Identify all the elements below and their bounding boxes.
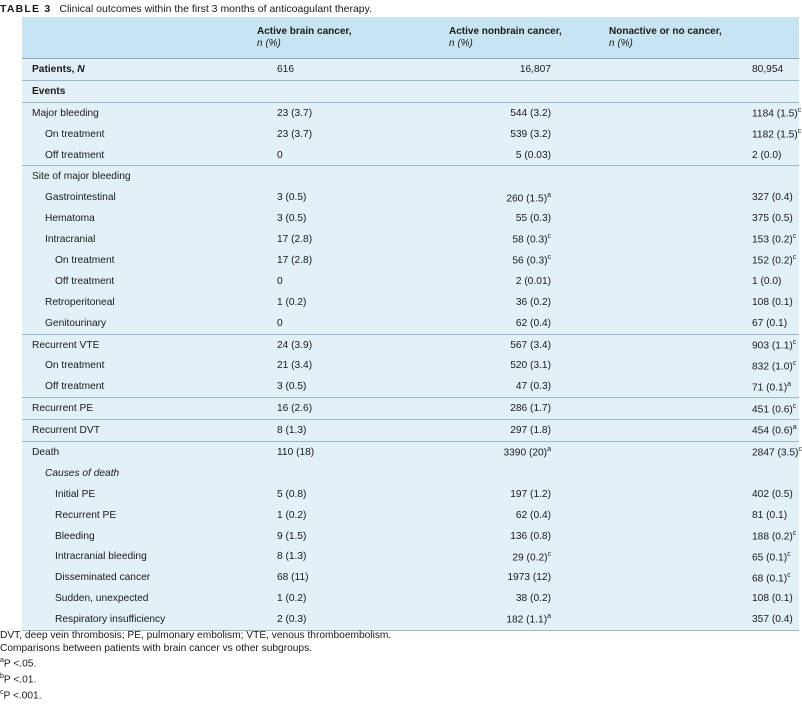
- active-nonbrain-cancer-value: 567 (3.4): [447, 334, 607, 355]
- active-nonbrain-cancer-value: 1973 (12): [447, 567, 607, 588]
- active-brain-cancer-value: 16 (2.6): [255, 398, 447, 420]
- row-label: Disseminated cancer: [22, 567, 255, 588]
- active-nonbrain-cancer-value: 62 (0.4): [447, 505, 607, 526]
- table-row-intracranial: [22, 229, 799, 250]
- row-label: Genitourinary: [22, 313, 255, 334]
- active-nonbrain-cancer-value: 58 $(0.3)^c$: [447, 229, 607, 250]
- active-nonbrain-cancer-value: 297 (1.8): [447, 420, 607, 442]
- active-brain-cancer-value: 21 (3.4): [255, 355, 447, 376]
- nonactive-or-no-cancer-value: 81 (0.1): [607, 505, 799, 526]
- active-brain-cancer-value: 5 (0.8): [255, 484, 447, 505]
- table-row-recurrent-pe: [22, 505, 799, 526]
- table-row-respiratory-insufficiency: [22, 609, 799, 630]
- table-label: TABLE 3: [0, 3, 52, 15]
- nonactive-or-no-cancer-value: [607, 463, 799, 484]
- table-row-disseminated-cancer: [22, 567, 799, 588]
- row-label: Recurrent PE: [22, 505, 255, 526]
- row-label: Off treatment: [22, 376, 255, 397]
- nonactive-or-no-cancer-value: 68 $(0.1)^c$: [607, 567, 799, 588]
- row-label: Initial PE: [22, 484, 255, 505]
- row-label: Recurrent VTE: [22, 334, 255, 355]
- row-label: Patients, N: [22, 59, 255, 81]
- table-row-events: [22, 80, 799, 102]
- active-nonbrain-cancer-value: 136 (0.8): [447, 526, 607, 547]
- row-label: Off treatment: [22, 145, 255, 166]
- active-brain-cancer-value: 2 (0.3): [255, 609, 447, 630]
- nonactive-or-no-cancer-value: 2847 $(3.5)^c$: [607, 442, 799, 463]
- table-row-on-treatment: [22, 124, 799, 145]
- active-nonbrain-cancer-value: 182 $(1.1)^a$: [447, 609, 607, 630]
- active-brain-cancer-value: 23 (3.7): [255, 124, 447, 145]
- row-label: Recurrent PE: [22, 398, 255, 420]
- active-brain-cancer-value: 1 (0.2): [255, 292, 447, 313]
- nonactive-or-no-cancer-value: 454 $(0.6)^a$: [607, 420, 799, 442]
- active-nonbrain-cancer-value: 16,807: [447, 59, 607, 81]
- footnote-a: $^a$P <.05.: [0, 657, 37, 670]
- footnote-abbreviations: DVT, deep vein thrombosis; PE, pulmonary embolism; VTE, venous thromboembolism.: [0, 630, 392, 641]
- active-nonbrain-cancer-value: 520 (3.1): [447, 355, 607, 376]
- active-brain-cancer-value: 0: [255, 145, 447, 166]
- active-brain-cancer-value: 17 (2.8): [255, 250, 447, 271]
- table-row-bleeding: [22, 526, 799, 547]
- row-label: Causes of death: [22, 463, 255, 484]
- table-header-row: [22, 17, 799, 59]
- active-nonbrain-cancer-value: [447, 463, 607, 484]
- active-nonbrain-cancer-value: 55 (0.3): [447, 208, 607, 229]
- footnote-b: $^b$P <.01.: [0, 673, 37, 686]
- active-brain-cancer-value: 1 (0.2): [255, 588, 447, 609]
- active-brain-cancer-value: 17 (2.8): [255, 229, 447, 250]
- nonactive-or-no-cancer-value: 327 (0.4): [607, 187, 799, 208]
- active-brain-cancer-value: [255, 166, 447, 187]
- row-label: Intracranial: [22, 229, 255, 250]
- row-label: Site of major bleeding: [22, 166, 255, 187]
- active-nonbrain-cancer-value: 56 $(0.3)^c$: [447, 250, 607, 271]
- active-nonbrain-cancer-value: [447, 166, 607, 187]
- active-nonbrain-cancer-value: 62 (0.4): [447, 313, 607, 334]
- active-nonbrain-cancer-value: 36 (0.2): [447, 292, 607, 313]
- table-title: Clinical outcomes within the first 3 months of anticoagulant therapy.: [59, 3, 373, 15]
- row-label: On treatment: [22, 250, 255, 271]
- active-nonbrain-cancer-value: 260 $(1.5)^a$: [447, 187, 607, 208]
- nonactive-or-no-cancer-value: 357 (0.4): [607, 609, 799, 630]
- row-label: Major bleeding: [22, 102, 255, 123]
- active-nonbrain-cancer-value: 2 (0.01): [447, 271, 607, 292]
- nonactive-or-no-cancer-value: 65 $(0.1)^c$: [607, 546, 799, 567]
- active-brain-cancer-value: 8 (1.3): [255, 420, 447, 442]
- row-label: Events: [22, 80, 255, 102]
- header-active-nonbrain-cancer: Active nonbrain cancer, n (%): [447, 17, 607, 59]
- row-label: On treatment: [22, 124, 255, 145]
- table-row-genitourinary: [22, 313, 799, 334]
- nonactive-or-no-cancer-value: [607, 166, 799, 187]
- row-label: Recurrent DVT: [22, 420, 255, 442]
- nonactive-or-no-cancer-value: 903 $(1.1)^c$: [607, 334, 799, 355]
- active-brain-cancer-value: 3 (0.5): [255, 208, 447, 229]
- row-label: Gastrointestinal: [22, 187, 255, 208]
- nonactive-or-no-cancer-value: 80,954: [607, 59, 799, 81]
- table-row-recurrent-pe: [22, 398, 799, 420]
- table-caption: [0, 3, 372, 17]
- nonactive-or-no-cancer-value: 108 (0.1): [607, 588, 799, 609]
- row-label: Hematoma: [22, 208, 255, 229]
- nonactive-or-no-cancer-value: 152 $(0.2)^c$: [607, 250, 799, 271]
- table-row-recurrent-dvt: [22, 420, 799, 442]
- header-blank: [22, 17, 255, 59]
- table-row-off-treatment: [22, 376, 799, 397]
- nonactive-or-no-cancer-value: 108 (0.1): [607, 292, 799, 313]
- table-row-patients-n: [22, 59, 799, 81]
- table-row-death: [22, 442, 799, 463]
- active-nonbrain-cancer-value: 544 (3.2): [447, 102, 607, 123]
- active-brain-cancer-value: 3 (0.5): [255, 187, 447, 208]
- nonactive-or-no-cancer-value: [607, 80, 799, 102]
- active-brain-cancer-value: 3 (0.5): [255, 376, 447, 397]
- row-label: Retroperitoneal: [22, 292, 255, 313]
- footnote-comparison: Comparisons between patients with brain cancer vs other subgroups.: [0, 642, 313, 654]
- footnote-c: $^c$P <.001.: [0, 689, 42, 702]
- active-nonbrain-cancer-value: 3390 $(20)^a$: [447, 442, 607, 463]
- nonactive-or-no-cancer-value: 188 $(0.2)^c$: [607, 526, 799, 547]
- active-brain-cancer-value: [255, 80, 447, 102]
- active-brain-cancer-value: 616: [255, 59, 447, 81]
- table-row-sudden-unexpected: [22, 588, 799, 609]
- active-nonbrain-cancer-value: 197 (1.2): [447, 484, 607, 505]
- table-row-intracranial-bleeding: [22, 546, 799, 567]
- nonactive-or-no-cancer-value: 67 (0.1): [607, 313, 799, 334]
- outcomes-table: [22, 17, 802, 631]
- active-brain-cancer-value: 8 (1.3): [255, 546, 447, 567]
- active-nonbrain-cancer-value: 539 (3.2): [447, 124, 607, 145]
- nonactive-or-no-cancer-value: 2 (0.0): [607, 145, 799, 166]
- nonactive-or-no-cancer-value: 375 (0.5): [607, 208, 799, 229]
- table-row-gastrointestinal: [22, 187, 799, 208]
- table-row-retroperitoneal: [22, 292, 799, 313]
- active-brain-cancer-value: 24 (3.9): [255, 334, 447, 355]
- active-nonbrain-cancer-value: 29 $(0.2)^c$: [447, 546, 607, 567]
- table-row-initial-pe: [22, 484, 799, 505]
- nonactive-or-no-cancer-value: 451 $(0.6)^c$: [607, 398, 799, 420]
- table-row-site-of-major-bleeding: [22, 166, 799, 187]
- active-brain-cancer-value: 68 (11): [255, 567, 447, 588]
- active-nonbrain-cancer-value: 286 (1.7): [447, 398, 607, 420]
- header-active-brain-cancer: Active brain cancer, n (%): [255, 17, 447, 59]
- nonactive-or-no-cancer-value: 1 (0.0): [607, 271, 799, 292]
- active-brain-cancer-value: 110 (18): [255, 442, 447, 463]
- active-brain-cancer-value: 0: [255, 271, 447, 292]
- table-row-hematoma: [22, 208, 799, 229]
- row-label: Death: [22, 442, 255, 463]
- row-label: On treatment: [22, 355, 255, 376]
- active-brain-cancer-value: 1 (0.2): [255, 505, 447, 526]
- active-brain-cancer-value: 23 (3.7): [255, 102, 447, 123]
- table-row-recurrent-vte: [22, 334, 799, 355]
- row-label: Intracranial bleeding: [22, 546, 255, 567]
- row-label: Sudden, unexpected: [22, 588, 255, 609]
- table-row-on-treatment: [22, 355, 799, 376]
- header-nonactive-or-no-cancer: Nonactive or no cancer, n (%): [607, 17, 799, 59]
- table-row-off-treatment: [22, 145, 799, 166]
- nonactive-or-no-cancer-value: 832 $(1.0)^c$: [607, 355, 799, 376]
- nonactive-or-no-cancer-value: 1184 $(1.5)^c$: [607, 102, 799, 123]
- active-brain-cancer-value: 0: [255, 313, 447, 334]
- nonactive-or-no-cancer-value: 71 $(0.1)^a$: [607, 376, 799, 397]
- nonactive-or-no-cancer-value: 153 $(0.2)^c$: [607, 229, 799, 250]
- table-row-on-treatment: [22, 250, 799, 271]
- active-nonbrain-cancer-value: 47 (0.3): [447, 376, 607, 397]
- active-nonbrain-cancer-value: 5 (0.03): [447, 145, 607, 166]
- active-nonbrain-cancer-value: 38 (0.2): [447, 588, 607, 609]
- row-label: Off treatment: [22, 271, 255, 292]
- table-row-major-bleeding: [22, 102, 799, 123]
- active-brain-cancer-value: 9 (1.5): [255, 526, 447, 547]
- row-label: Bleeding: [22, 526, 255, 547]
- table-row-causes-of-death: [22, 463, 799, 484]
- active-brain-cancer-value: [255, 463, 447, 484]
- nonactive-or-no-cancer-value: 402 (0.5): [607, 484, 799, 505]
- active-nonbrain-cancer-value: [447, 80, 607, 102]
- table-footnotes: [0, 630, 799, 703]
- row-label: Respiratory insufficiency: [22, 609, 255, 630]
- table-row-off-treatment: [22, 271, 799, 292]
- nonactive-or-no-cancer-value: 1182 $(1.5)^c$: [607, 124, 799, 145]
